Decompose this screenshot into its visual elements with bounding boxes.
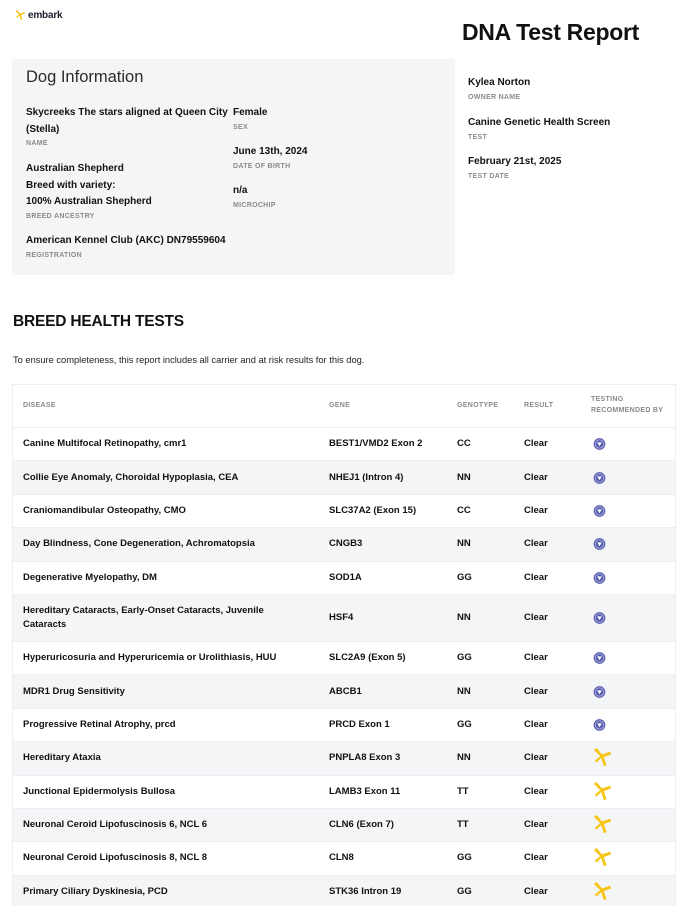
table-row [13, 875, 675, 906]
table-row [13, 527, 675, 560]
test-date-label: TEST DATE [468, 173, 510, 180]
genotype-cell: NN [457, 471, 471, 483]
disease-cell: Neuronal Ceroid Lipofuscinosis 6, NCL 6 [23, 819, 208, 831]
ofa-badge-icon [593, 538, 606, 551]
ofa-badge-icon [593, 571, 606, 584]
registration-value: American Kennel Club (AKC) DN79559604 [26, 235, 226, 246]
ofa-badge-icon [593, 504, 606, 517]
table-row [13, 427, 675, 460]
gene-cell: ABCB1 [329, 685, 362, 697]
genotype-cell: CC [457, 504, 471, 516]
microchip-label: MICROCHIP [233, 202, 276, 209]
ofa-badge-icon [593, 471, 606, 484]
report-title: DNA Test Report [462, 19, 639, 45]
genotype-cell: GG [457, 652, 472, 664]
result-cell: Clear [524, 852, 548, 864]
sex-value: Female [233, 107, 268, 118]
embark-star-icon [591, 782, 613, 802]
table-row [13, 741, 675, 774]
genotype-cell: TT [457, 785, 469, 797]
column-header-recommended [591, 394, 663, 416]
result-cell: Clear [524, 885, 548, 897]
column-header-result: RESULT [524, 402, 554, 409]
result-cell: Clear [524, 718, 548, 730]
gene-cell: CLN8 [329, 852, 354, 864]
table-row [13, 460, 675, 493]
disease-cell: MDR1 Drug Sensitivity [23, 685, 125, 697]
test-label: TEST [468, 134, 488, 141]
gene-cell: SLC2A9 (Exon 5) [329, 652, 406, 664]
result-cell: Clear [524, 652, 548, 664]
genotype-cell: GG [457, 571, 472, 583]
ofa-badge-icon [593, 438, 606, 451]
table-row [13, 594, 675, 641]
embark-star-icon [591, 848, 613, 868]
gene-cell: BEST1/VMD2 Exon 2 [329, 438, 423, 450]
brand-name: embark [28, 10, 63, 21]
column-header-recommended-line2: RECOMMENDED BY [591, 407, 664, 414]
column-header-genotype: GENOTYPE [457, 402, 499, 409]
gene-cell: PNPLA8 Exon 3 [329, 752, 401, 764]
embark-star-icon [591, 815, 613, 835]
genotype-cell: NN [457, 538, 471, 550]
dog-information-card [12, 59, 455, 275]
test-value: Canine Genetic Health Screen [468, 117, 611, 128]
result-cell: Clear [524, 504, 548, 516]
dog-name-label: NAME [26, 140, 48, 147]
dog-information-heading: Dog Information [26, 68, 144, 86]
health-tests-table [12, 384, 676, 906]
ofa-badge-icon [593, 611, 606, 624]
column-header-disease: DISEASE [23, 402, 56, 409]
dog-name-value: Skycreeks The stars aligned at Queen City (Stella) [26, 107, 228, 135]
gene-cell: LAMB3 Exon 11 [329, 785, 401, 797]
result-cell: Clear [524, 752, 548, 764]
table-row [13, 674, 675, 707]
genotype-cell: GG [457, 885, 472, 897]
disease-cell: Junctional Epidermolysis Bullosa [23, 785, 176, 797]
ofa-badge-icon [593, 718, 606, 731]
ofa-badge-icon [593, 685, 606, 698]
table-row [13, 841, 675, 874]
table-row [13, 775, 675, 808]
disease-cell: Primary Ciliary Dyskinesia, PCD [23, 885, 168, 897]
embark-star-icon [591, 882, 613, 902]
table-row [13, 708, 675, 741]
gene-cell: NHEJ1 (Intron 4) [329, 471, 404, 483]
genotype-cell: GG [457, 718, 472, 730]
result-cell: Clear [524, 785, 548, 797]
table-row [13, 641, 675, 674]
gene-cell: CLN6 (Exon 7) [329, 819, 394, 831]
disease-cell: Day Blindness, Cone Degeneration, Achromatopsia [23, 538, 255, 550]
gene-cell: SOD1A [329, 571, 362, 583]
genotype-cell: NN [457, 752, 471, 764]
breed-value-line3: 100% Australian Shepherd [26, 196, 152, 207]
result-cell: Clear [524, 538, 548, 550]
table-row [13, 561, 675, 594]
genotype-cell: NN [457, 611, 471, 623]
embark-star-icon [591, 748, 613, 768]
gene-cell: SLC37A2 (Exon 15) [329, 504, 417, 516]
result-cell: Clear [524, 611, 548, 623]
table-row [13, 808, 675, 841]
breed-label: BREED ANCESTRY [26, 213, 95, 220]
breed-value-line1: Australian Shepherd [26, 163, 124, 174]
disease-cell: Craniomandibular Osteopathy, CMO [23, 504, 186, 516]
disease-cell: Hyperuricosuria and Hyperuricemia or Urolithiasis, HUU [23, 652, 277, 664]
ofa-badge-icon [593, 652, 606, 665]
gene-cell: PRCD Exon 1 [329, 718, 390, 730]
dob-label: DATE OF BIRTH [233, 163, 291, 170]
table-row [13, 494, 675, 527]
breed-health-tests-note: To ensure completeness, this report includes all carrier and at risk results for this dog. [13, 355, 365, 365]
breed-health-tests-heading: BREED HEALTH TESTS [13, 313, 184, 330]
sex-label: SEX [233, 124, 248, 131]
registration-label: REGISTRATION [26, 252, 82, 259]
dob-value: June 13th, 2024 [233, 146, 308, 157]
embark-logo [14, 10, 62, 21]
table-body [13, 427, 675, 906]
result-cell: Clear [524, 685, 548, 697]
microchip-value: n/a [233, 185, 248, 196]
result-cell: Clear [524, 571, 548, 583]
gene-cell: HSF4 [329, 611, 354, 623]
gene-cell: CNGB3 [329, 538, 363, 550]
disease-cell: Collie Eye Anomaly, Choroidal Hypoplasia, CEA [23, 471, 239, 483]
result-cell: Clear [524, 438, 548, 450]
test-date-value: February 21st, 2025 [468, 156, 562, 167]
disease-cell: Neuronal Ceroid Lipofuscinosis 8, NCL 8 [23, 852, 208, 864]
owner-name-label: OWNER NAME [468, 94, 521, 101]
embark-star-icon [14, 10, 26, 21]
genotype-cell: NN [457, 685, 471, 697]
breed-value-line2: Breed with variety: [26, 180, 116, 191]
disease-cell: Progressive Retinal Atrophy, prcd [23, 718, 176, 730]
result-cell: Clear [524, 819, 548, 831]
disease-cell: Canine Multifocal Retinopathy, cmr1 [23, 438, 187, 450]
genotype-cell: TT [457, 819, 469, 831]
disease-cell: Degenerative Myelopathy, DM [23, 571, 157, 583]
result-cell: Clear [524, 471, 548, 483]
owner-name-value: Kylea Norton [468, 77, 531, 88]
gene-cell: STK36 Intron 19 [329, 885, 402, 897]
column-header-recommended-line1: TESTING [591, 396, 624, 403]
disease-cell: Hereditary Cataracts, Early-Onset Cataracts, Juvenile Cataracts [23, 604, 264, 630]
column-header-gene: GENE [329, 402, 351, 409]
genotype-cell: GG [457, 852, 472, 864]
disease-cell: Hereditary Ataxia [23, 752, 101, 764]
genotype-cell: CC [457, 438, 471, 450]
table-header [13, 385, 675, 427]
